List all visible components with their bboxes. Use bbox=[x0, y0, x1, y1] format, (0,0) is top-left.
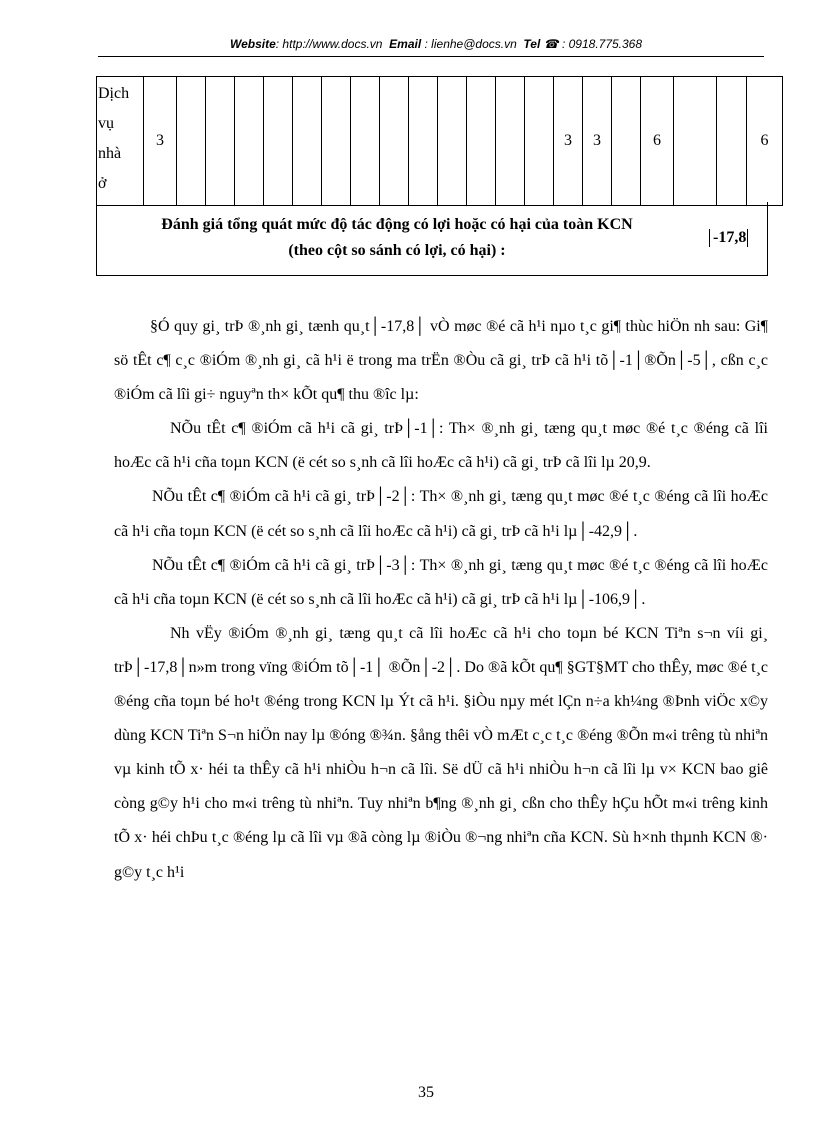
table-cell bbox=[293, 77, 322, 206]
header-rule bbox=[98, 56, 764, 57]
table-cell: 3 bbox=[144, 77, 177, 206]
impact-matrix-table bbox=[96, 76, 783, 206]
table-cell bbox=[612, 77, 641, 206]
table-cell: 6 bbox=[641, 77, 674, 206]
summary-value: -17,8 bbox=[709, 229, 748, 247]
table-cell bbox=[177, 77, 206, 206]
paragraph: NÕu tÊt c¶ ®iÓm cã h¹i cã gi¸ trÞ│-1│: Th× ®¸nh gi¸ tæng qu¸t møc ®é t¸c ®éng cã lîi hoÆc cã h¹i cña toµn KCN (ë cét so s¸nh cã lîi hoÆc cã h¹i) cã gi¸ trÞ cã lîi lµ 20,9. bbox=[114, 420, 768, 472]
summary-line-1: Đánh giá tổng quát mức độ tác động có lợi hoặc có hại của toàn KCN bbox=[161, 216, 633, 233]
table-cell bbox=[467, 77, 496, 206]
page-header bbox=[96, 37, 776, 51]
table-cell bbox=[264, 77, 293, 206]
body-text bbox=[114, 310, 768, 890]
email-label: Email bbox=[389, 37, 422, 51]
table-row bbox=[97, 77, 783, 206]
table-cell bbox=[322, 77, 351, 206]
summary-row bbox=[96, 202, 768, 276]
row-label-cell bbox=[97, 77, 144, 206]
email-value: : lienhe@docs.vn bbox=[424, 37, 517, 51]
table-cell bbox=[525, 77, 554, 206]
tel-value: ☎ : 0918.775.368 bbox=[543, 37, 643, 51]
row-label-line: vụ bbox=[98, 115, 114, 132]
table-cell bbox=[235, 77, 264, 206]
table-cell bbox=[496, 77, 525, 206]
summary-line-2: (theo cột so sánh có lợi, có hại) : bbox=[288, 242, 506, 259]
table-cell bbox=[380, 77, 409, 206]
row-label-line: ở bbox=[98, 175, 107, 192]
row-label-line: nhà bbox=[98, 145, 122, 162]
table-cell bbox=[409, 77, 438, 206]
table-cell bbox=[206, 77, 235, 206]
summary-heading bbox=[97, 212, 697, 264]
tel-label: Tel bbox=[523, 37, 541, 51]
row-label-line: Dịch bbox=[98, 85, 130, 102]
website-label: Website bbox=[229, 37, 276, 51]
website-value: : http://www.docs.vn bbox=[275, 37, 383, 51]
table-cell bbox=[674, 77, 717, 206]
table-cell bbox=[351, 77, 380, 206]
paragraph: §Ó quy gi¸ trÞ ®¸nh gi¸ tænh qu¸t│-17,8│ vÒ møc ®é cã h¹i nµo t¸c gi¶ thùc hiÖn nh sau: Gi¶ sö tÊt c¶ c¸c ®iÓm ®¸nh gi¸ cã h¹i ë trong ma trËn ®Òu cã gi¸ trÞ cã h¹i tõ│-1│®Õn│-5│, cßn c¸c ®iÓm cã lîi gi÷ nguyªn th× kÕt qu¶ thu ®îc lµ: bbox=[114, 318, 768, 404]
table-cell bbox=[438, 77, 467, 206]
paragraph: NÕu tÊt c¶ ®iÓm cã h¹i cã gi¸ trÞ│-3│: Th× ®¸nh gi¸ tæng qu¸t møc ®é t¸c ®éng cã lîi hoÆc cã h¹i cña toµn KCN (ë cét so s¸nh cã lîi hoÆc cã h¹i) cã gi¸ trÞ cã h¹i lµ│-106,9│. bbox=[114, 556, 768, 608]
table-cell bbox=[717, 77, 747, 206]
paragraph: NÕu tÊt c¶ ®iÓm cã h¹i cã gi¸ trÞ│-2│: Th× ®¸nh gi¸ tæng qu¸t møc ®é t¸c ®éng cã lîi hoÆc cã h¹i cña toµn KCN (ë cét so s¸nh cã lîi hoÆc cã h¹i) cã gi¸ trÞ cã h¹i lµ│-42,9│. bbox=[114, 488, 768, 540]
page-number: 35 bbox=[418, 1084, 434, 1101]
table-cell: 6 bbox=[747, 77, 783, 206]
table-cell: 3 bbox=[583, 77, 612, 206]
table-cell: 3 bbox=[554, 77, 583, 206]
paragraph: Nh vËy ®iÓm ®¸nh gi¸ tæng qu¸t cã lîi hoÆc cã h¹i cho toµn bé KCN Tiªn s¬n víi gi¸ trÞ│-17,8│n»m trong vïng ®iÓm tõ│-1│ ®Õn│-2│. Do ®ã kÕt qu¶ §GT§MT cho thÊy, møc ®é t¸c ®éng cña toµn bé ho¹t ®éng trong KCN lµ Ýt cã h¹i. §iÒu nµy mét lÇn n÷a kh¼ng ®Þnh viÖc x©y dùng KCN Tiªn S¬n hiÖn nay lµ ®óng ®¾n. §ång thêi vÒ mÆt c¸c t¸c ®éng ®Õn m«i trêng tù nhiªn vµ kinh tÕ x· héi ta thÊy cã h¹i nhiÒu h¬n cã lîi. Së dÜ cã h¹i nhiÒu h¬n cã lîi lµ v× KCN bao giê còng g©y h¹i cho m«i trêng tù nhiªn. Tuy nhiªn b¶ng ®¸nh gi¸ cßn cho thÊy hÇu hÕt m«i trêng kinh tÕ x· héi chÞu t¸c ®éng lµ cã lîi vµ ®ã còng lµ ®iÒu ®¬ng nhiªn cña KCN. Sù h×nh thµnh KCN ®· g©y t¸c h¹i bbox=[114, 624, 768, 881]
